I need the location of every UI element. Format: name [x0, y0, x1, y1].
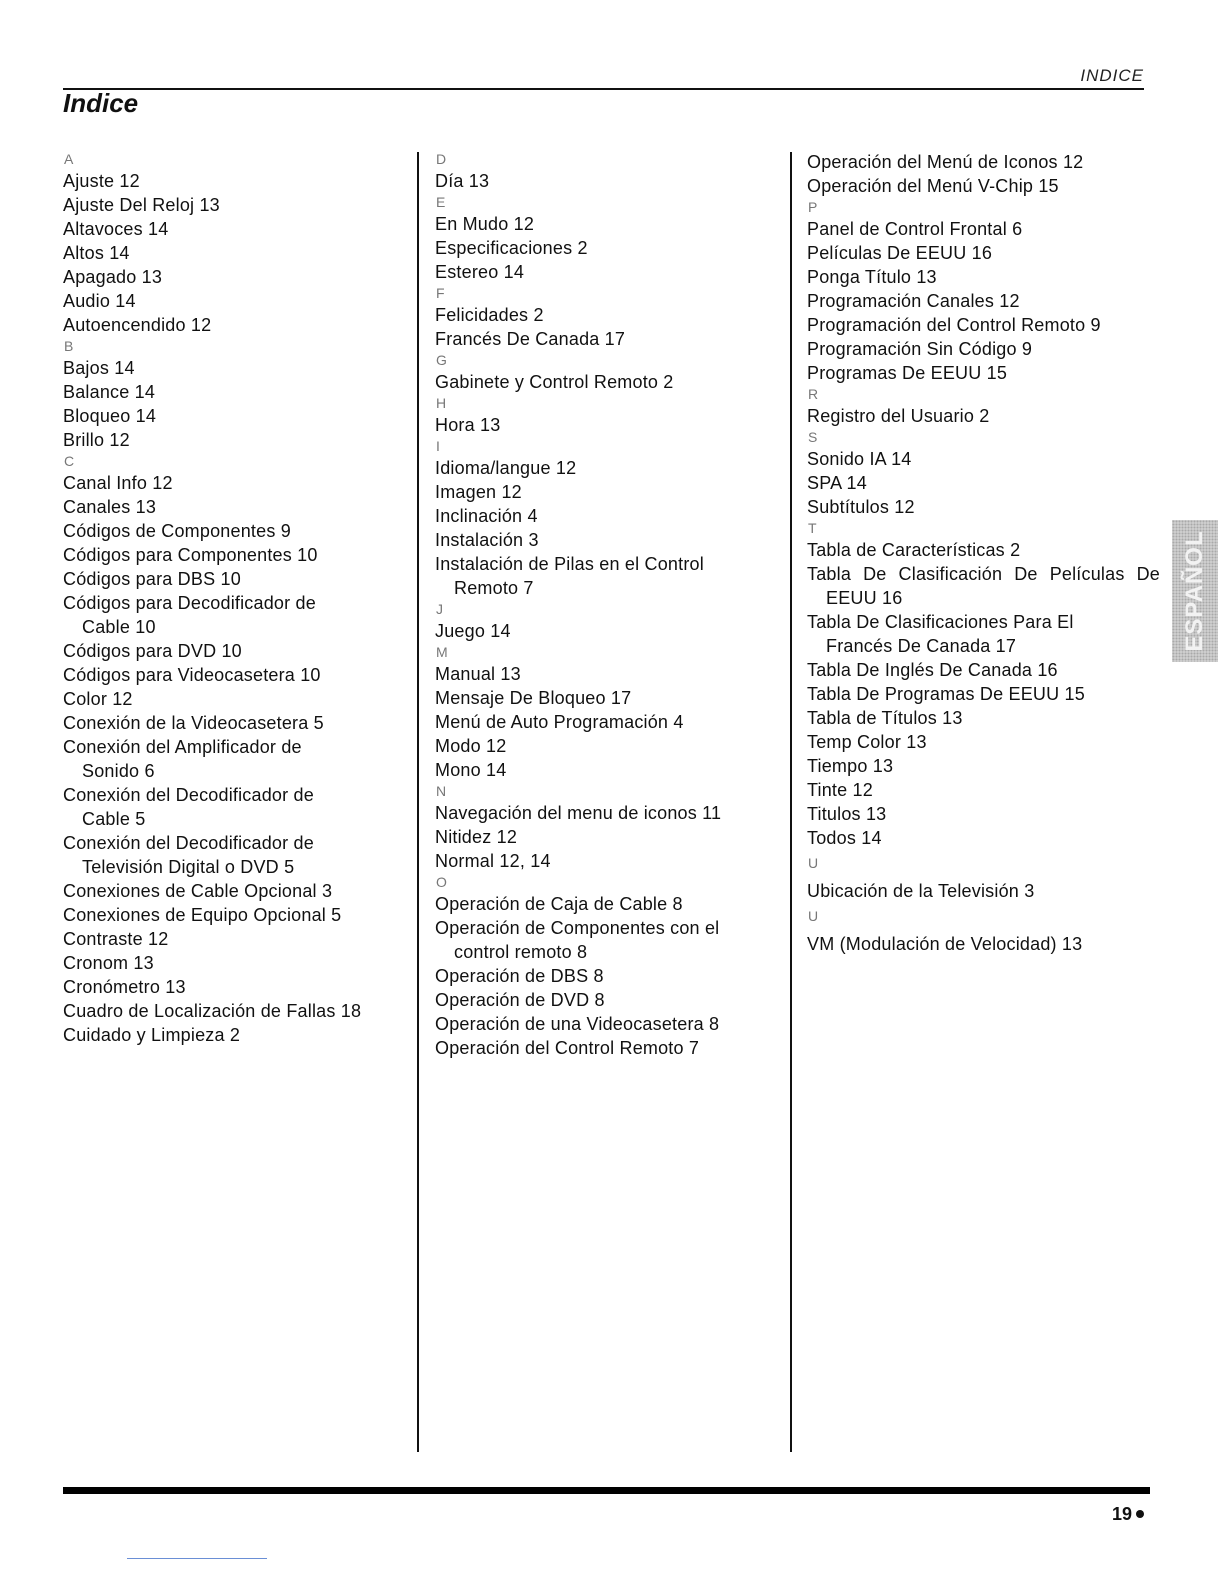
- index-entry: Inclinación 4: [435, 506, 538, 526]
- index-entry: Cuadro de Localización de Fallas 18: [63, 1001, 362, 1021]
- footer-rule: [63, 1487, 1150, 1494]
- index-entry: Autoencendido 12: [63, 315, 212, 335]
- index-entry: Códigos para Componentes 10: [63, 545, 318, 565]
- index-entry: Tabla De Programas De EEUU 15: [807, 684, 1085, 704]
- index-entry: Cuidado y Limpieza 2: [63, 1025, 241, 1045]
- index-entry: Cronom 13: [63, 953, 154, 973]
- index-entry: Operación del Control Remoto 7: [435, 1038, 700, 1058]
- section-letter: U: [808, 855, 819, 871]
- index-entry: Modo 12: [435, 736, 507, 756]
- section-letter: C: [64, 453, 75, 469]
- section-letter: A: [64, 151, 74, 167]
- page-title: Indice: [63, 88, 139, 118]
- index-column-2: [435, 150, 780, 1060]
- index-entry: Menú de Auto Programación 4: [435, 712, 684, 732]
- index-entry: Programación del Control Remoto 9: [807, 315, 1101, 335]
- section-letter: T: [808, 520, 817, 536]
- section-letter: D: [436, 151, 447, 167]
- index-entry: SPA 14: [807, 473, 867, 493]
- index-entry: Códigos de Componentes 9: [63, 521, 291, 541]
- index-entry: Bajos 14: [63, 358, 135, 378]
- index-entry: Ajuste 12: [63, 171, 140, 191]
- index-entry: Códigos para Videocasetera 10: [63, 665, 321, 685]
- index-entry: Tabla de Características 2: [807, 540, 1021, 560]
- index-entry: Operación de Componentes con el control remoto 8: [435, 918, 720, 962]
- section-letter: M: [436, 644, 448, 660]
- column-divider: [417, 152, 419, 1452]
- index-entry: Mensaje De Bloqueo 17: [435, 688, 632, 708]
- scan-artifact-line: [127, 1558, 267, 1559]
- index-entry: Conexión del Decodificador de Televisión Digital o DVD 5: [63, 833, 314, 877]
- index-entry: Operación de DBS 8: [435, 966, 604, 986]
- index-entry: Operación del Menú V-Chip 15: [807, 176, 1059, 196]
- index-entry: Operación de Caja de Cable 8: [435, 894, 683, 914]
- index-column-1: [63, 150, 408, 1047]
- section-letter: H: [436, 395, 447, 411]
- running-header-title: INDICE: [1080, 66, 1144, 85]
- index-entry: Estereo 14: [435, 262, 525, 282]
- index-entry: Manual 13: [435, 664, 521, 684]
- index-entry: Bloqueo 14: [63, 406, 157, 426]
- header-rule: [63, 88, 1144, 90]
- section-letter: B: [64, 338, 74, 354]
- index-entry: Color 12: [63, 689, 133, 709]
- index-entry: Códigos para DVD 10: [63, 641, 242, 661]
- index-entry: Nitidez 12: [435, 827, 518, 847]
- index-entry: Ponga Título 13: [807, 267, 937, 287]
- index-entry: Audio 14: [63, 291, 136, 311]
- index-entry: Conexiones de Equipo Opcional 5: [63, 905, 342, 925]
- bullet-icon: [1136, 1510, 1144, 1518]
- section-letter: F: [436, 285, 445, 301]
- index-entry: Día 13: [435, 171, 490, 191]
- index-entry: Películas De EEUU 16: [807, 243, 993, 263]
- index-entry: Conexiones de Cable Opcional 3: [63, 881, 333, 901]
- index-entry: Hora 13: [435, 415, 501, 435]
- index-entry: VM (Modulación de Velocidad) 13: [807, 934, 1083, 954]
- index-entry: Gabinete y Control Remoto 2: [435, 372, 674, 392]
- index-entry: Códigos para Decodificador de Cable 10: [63, 593, 316, 637]
- index-entry: Tiempo 13: [807, 756, 894, 776]
- index-entry: Tabla De Clasificaciones Para El Francés De Canada 17: [807, 612, 1074, 656]
- index-entry: Temp Color 13: [807, 732, 927, 752]
- index-entry: En Mudo 12: [435, 214, 535, 234]
- index-entry: Brillo 12: [63, 430, 130, 450]
- index-entry: Felicidades 2: [435, 305, 544, 325]
- index-entry: Cronómetro 13: [63, 977, 186, 997]
- index-entry: Altos 14: [63, 243, 130, 263]
- index-entry: Francés De Canada 17: [435, 329, 626, 349]
- index-entry: Apagado 13: [63, 267, 163, 287]
- index-column-3: [807, 150, 1160, 956]
- section-letter: E: [436, 194, 446, 210]
- index-entry: Ajuste Del Reloj 13: [63, 195, 220, 215]
- index-entry: Conexión del Amplificador de Sonido 6: [63, 737, 302, 781]
- index-entry: Todos 14: [807, 828, 882, 848]
- index-entry: Panel de Control Frontal 6: [807, 219, 1023, 239]
- index-entry: Instalación 3: [435, 530, 539, 550]
- index-entry: Tabla De Clasificación De Películas De EEUU 16: [807, 564, 1160, 608]
- section-letter: P: [808, 199, 818, 215]
- index-entry: Códigos para DBS 10: [63, 569, 241, 589]
- index-entry: Navegación del menu de iconos 11: [435, 803, 722, 823]
- index-entry: Subtítulos 12: [807, 497, 915, 517]
- index-entry: Ubicación de la Televisión 3: [807, 881, 1035, 901]
- index-entry: Normal 12, 14: [435, 851, 551, 871]
- side-tab-label: ESPAÑOL: [1181, 530, 1208, 652]
- index-entry: Juego 14: [435, 621, 511, 641]
- column-divider: [790, 152, 792, 1452]
- page-number: 19: [1111, 1504, 1132, 1524]
- index-entry: Sonido IA 14: [807, 449, 912, 469]
- index-entry: Instalación de Pilas en el Control Remoto 7: [435, 554, 704, 598]
- index-entry: Canal Info 12: [63, 473, 173, 493]
- section-letter: J: [436, 601, 444, 617]
- index-entry: Especificaciones 2: [435, 238, 588, 258]
- index-entry: Tinte 12: [807, 780, 873, 800]
- language-side-tab: [1172, 520, 1218, 662]
- section-letter: R: [808, 386, 819, 402]
- section-letter: S: [808, 429, 818, 445]
- section-letter: N: [436, 783, 447, 799]
- index-entry: Tabla De Inglés De Canada 16: [807, 660, 1058, 680]
- index-entry: Imagen 12: [435, 482, 522, 502]
- index-entry: Titulos 13: [807, 804, 887, 824]
- section-letter: I: [436, 438, 441, 454]
- index-entry: Mono 14: [435, 760, 507, 780]
- section-letter: G: [436, 352, 448, 368]
- index-entry: Registro del Usuario 2: [807, 406, 990, 426]
- index-entry: Operación de DVD 8: [435, 990, 605, 1010]
- index-entry: Canales 13: [63, 497, 157, 517]
- index-entry: Balance 14: [63, 382, 156, 402]
- index-entry: Conexión del Decodificador de Cable 5: [63, 785, 314, 829]
- index-entry: Operación de una Videocasetera 8: [435, 1014, 720, 1034]
- index-entry: Idioma/langue 12: [435, 458, 577, 478]
- index-entry: Tabla de Títulos 13: [807, 708, 963, 728]
- index-entry: Altavoces 14: [63, 219, 169, 239]
- section-letter: U: [808, 908, 819, 924]
- index-entry: Programación Sin Código 9: [807, 339, 1033, 359]
- index-entry: Contraste 12: [63, 929, 169, 949]
- section-letter: O: [436, 874, 448, 890]
- index-entry: Programas De EEUU 15: [807, 363, 1008, 383]
- index-entry: Conexión de la Videocasetera 5: [63, 713, 324, 733]
- index-entry: Operación del Menú de Iconos 12: [807, 152, 1084, 172]
- index-entry: Programación Canales 12: [807, 291, 1020, 311]
